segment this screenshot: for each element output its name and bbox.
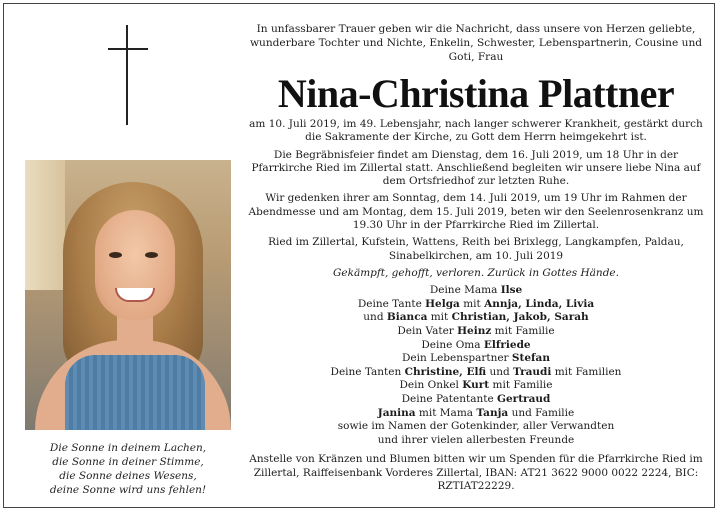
- family-list: [248, 284, 704, 447]
- death-notice: am 10. Juli 2019, im 49. Lebensjahr, nach langer schwerer Krankheit, gestärkt durch die Sakramente der Kirche, zu Gott dem Herrn heimgekehrt ist.: [249, 118, 703, 144]
- family-line: Deine Tanten Christine, Elfi und Traudi mit Familien: [330, 365, 622, 378]
- family-line: und ihrer vielen allerbesten Freunde: [377, 433, 575, 446]
- family-line: Deine Mama Ilse: [429, 284, 523, 297]
- motto: Gekämpft, gehofft, verloren. Zurück in Gottes Hände.: [333, 266, 619, 279]
- quote-line: deine Sonne wird uns fehlen!: [49, 484, 207, 496]
- cross-icon-bar: [108, 48, 148, 50]
- family-line: Dein Onkel Kurt mit Familie: [399, 379, 553, 392]
- funeral-info: Die Begräbnisfeier findet am Dienstag, dem 16. Juli 2019, um 18 Uhr in der Pfarrkirche Ried im Zillertal statt. Anschließend begleiten wir unsere liebe Nina auf dem Ortsfriedhof zur letzten Ruhe.: [251, 148, 701, 188]
- quote-line: die Sonne in deiner Stimme,: [52, 456, 204, 468]
- portrait-photo: [25, 160, 231, 430]
- donation-info: Anstelle von Kränzen und Blumen bitten wir um Spenden für die Pfarrkirche Ried im Zillertal, Raiffeisenbank Vorderes Zillertal, IBAN: AT21 3622 9000 0022 2224, BIC: RZTIAT22229.: [249, 453, 703, 492]
- family-line: Janina mit Mama Tanja und Familie: [377, 406, 575, 419]
- family-line: sowie im Namen der Gotenkinder, aller Verwandten: [337, 420, 615, 433]
- quote-line: Die Sonne in deinem Lachen,: [49, 442, 207, 454]
- family-line: Deine Oma Elfriede: [421, 338, 531, 351]
- family-line: Deine Patentante Gertraud: [401, 393, 551, 406]
- deceased-name: Nina-Christina Plattner: [277, 71, 675, 116]
- intro-text: In unfassbarer Trauer geben wir die Nachricht, dass unsere von Herzen geliebte, wunderbare Tochter und Nichte, Enkelin, Schwester, Lebenspartnerin, Cousine und Goti, Frau: [249, 23, 703, 63]
- quote-line: die Sonne deines Wesens,: [59, 470, 197, 482]
- memorial-quote: [25, 441, 231, 497]
- family-line: Dein Vater Heinz mit Familie: [397, 325, 555, 338]
- place-date: Ried im Zillertal, Kufstein, Wattens, Reith bei Brixlegg, Langkampfen, Paldau, Sinabelkirchen, am 10. Juli 2019: [268, 236, 684, 262]
- family-line: Dein Lebenspartner Stefan: [402, 352, 550, 365]
- family-line: und Bianca mit Christian, Jakob, Sarah: [363, 311, 589, 324]
- cross-icon: [126, 25, 128, 125]
- prayer-info: Wir gedenken ihrer am Sonntag, dem 14. Juli 2019, um 19 Uhr im Rahmen der Abendmesse und am Montag, dem 15. Juli 2019, beten wir den Seelenrosenkranz um 19.30 Uhr in der Pfarrkirche Ried im Zillertal.: [248, 192, 704, 232]
- family-line: Deine Tante Helga mit Annja, Linda, Livia: [357, 297, 595, 310]
- announcement-body: [248, 118, 704, 493]
